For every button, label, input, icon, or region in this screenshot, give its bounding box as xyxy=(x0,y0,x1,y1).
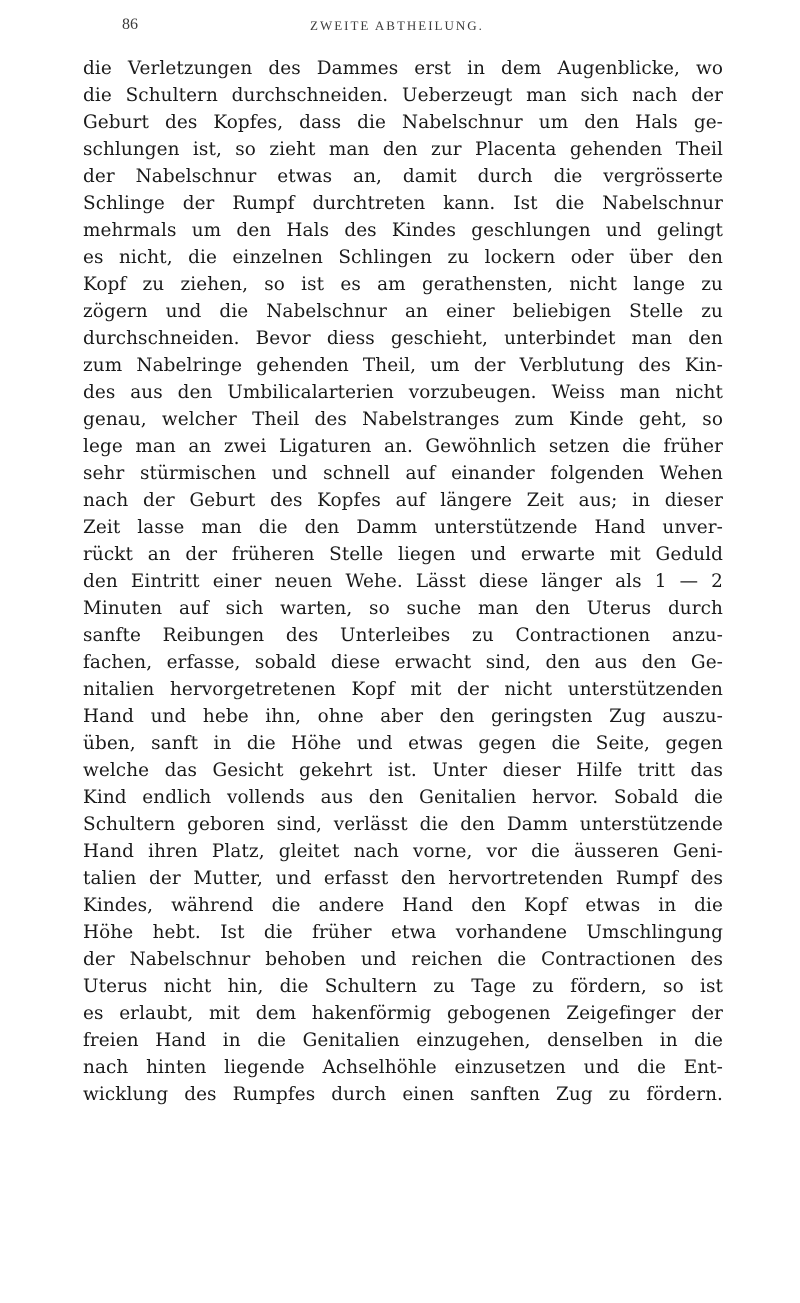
text-line: nitalien hervorgetretenen Kopf mit der nicht unterstützenden xyxy=(83,679,723,700)
text-line: Kopf zu ziehen, so ist es am gerathensten, nicht lange zu xyxy=(83,274,723,295)
text-line: Schultern geboren sind, verlässt die den Damm unterstützende xyxy=(83,814,723,835)
text-line: wicklung des Rumpfes durch einen sanften Zug zu fördern. xyxy=(83,1084,723,1105)
text-line: üben, sanft in die Höhe und etwas gegen die Seite, gegen xyxy=(83,733,723,754)
text-line: Minuten auf sich warten, so suche man den Uterus durch xyxy=(83,598,723,619)
text-line: nach hinten liegende Achselhöhle einzusetzen und die Ent- xyxy=(83,1057,723,1078)
text-line: des aus den Umbilicalarterien vorzubeugen. Weiss man nicht xyxy=(83,382,723,403)
text-line: die Schultern durchschneiden. Ueberzeugt man sich nach der xyxy=(83,85,723,106)
text-line: Uterus nicht hin, die Schultern zu Tage zu fördern, so ist xyxy=(83,976,723,997)
text-line: den Eintritt einer neuen Wehe. Lässt diese länger als 1 — 2 xyxy=(83,571,723,592)
body-text xyxy=(83,55,723,1108)
text-line: fachen, erfasse, sobald diese erwacht sind, den aus den Ge- xyxy=(83,652,723,673)
text-line: welche das Gesicht gekehrt ist. Unter dieser Hilfe tritt das xyxy=(83,760,723,781)
text-line: mehrmals um den Hals des Kindes geschlungen und gelingt xyxy=(83,220,723,241)
text-line: zum Nabelringe gehenden Theil, um der Verblutung des Kin- xyxy=(83,355,723,376)
text-line: Schlinge der Rumpf durchtreten kann. Ist die Nabelschnur xyxy=(83,193,723,214)
running-head xyxy=(122,16,722,40)
text-line: nach der Geburt des Kopfes auf längere Zeit aus; in dieser xyxy=(83,490,723,511)
text-line: sanfte Reibungen des Unterleibes zu Contractionen anzu- xyxy=(83,625,723,646)
text-line: lege man an zwei Ligaturen an. Gewöhnlich setzen die früher xyxy=(83,436,723,457)
text-line: die Verletzungen des Dammes erst in dem Augenblicke, wo xyxy=(83,58,723,79)
text-line: es erlaubt, mit dem hakenförmig gebogenen Zeigefinger der xyxy=(83,1003,723,1024)
text-line: rückt an der früheren Stelle liegen und erwarte mit Geduld xyxy=(83,544,723,565)
text-line: schlungen ist, so zieht man den zur Placenta gehenden Theil xyxy=(83,139,723,160)
page-number: 86 xyxy=(122,16,138,33)
text-line: zögern und die Nabelschnur an einer beliebigen Stelle zu xyxy=(83,301,723,322)
text-line: freien Hand in die Genitalien einzugehen, denselben in die xyxy=(83,1030,723,1051)
text-line: Kind endlich vollends aus den Genitalien hervor. Sobald die xyxy=(83,787,723,808)
section-title: ZWEITE ABTHEILUNG. xyxy=(310,18,484,33)
text-line: Hand und hebe ihn, ohne aber den geringsten Zug auszu- xyxy=(83,706,723,727)
text-line: der Nabelschnur behoben und reichen die Contractionen des xyxy=(83,949,723,970)
text-line: Zeit lasse man die den Damm unterstützende Hand unver- xyxy=(83,517,723,538)
text-line: durchschneiden. Bevor diess geschieht, unterbindet man den xyxy=(83,328,723,349)
text-line: sehr stürmischen und schnell auf einander folgenden Wehen xyxy=(83,463,723,484)
text-line: Höhe hebt. Ist die früher etwa vorhandene Umschlingung xyxy=(83,922,723,943)
text-line: Hand ihren Platz, gleitet nach vorne, vor die äusseren Geni- xyxy=(83,841,723,862)
text-line: Kindes, während die andere Hand den Kopf etwas in die xyxy=(83,895,723,916)
text-line: Geburt des Kopfes, dass die Nabelschnur um den Hals ge- xyxy=(83,112,723,133)
text-line: talien der Mutter, und erfasst den hervortretenden Rumpf des xyxy=(83,868,723,889)
text-line: genau, welcher Theil des Nabelstranges zum Kinde geht, so xyxy=(83,409,723,430)
text-line: es nicht, die einzelnen Schlingen zu lockern oder über den xyxy=(83,247,723,268)
text-line: der Nabelschnur etwas an, damit durch die vergrösserte xyxy=(83,166,723,187)
